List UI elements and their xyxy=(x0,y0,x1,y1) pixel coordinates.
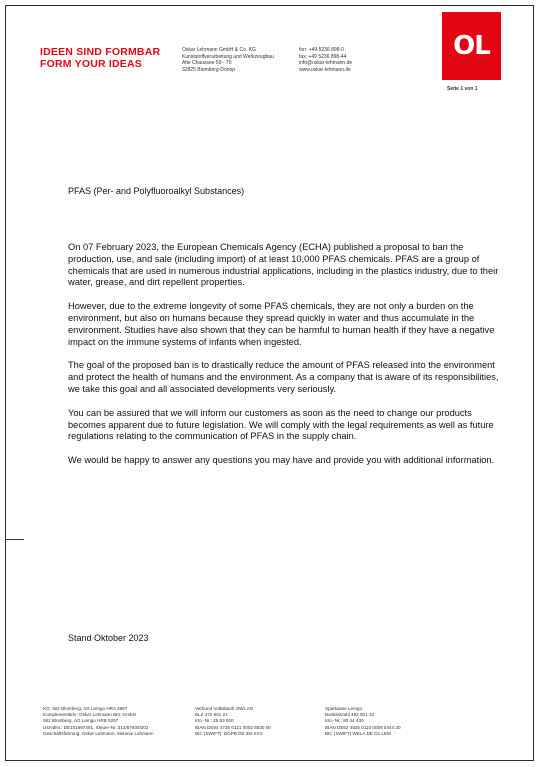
body-paragraph: The goal of the proposed ban is to drastically reduce the amount of PFAS released into the environment and protect the health of humans and the environment. As a company that is aware of its responsibilities, we take this goal and all associated developments very seriously. xyxy=(68,360,499,394)
address-line: Kunststoffverarbeitung und Werkzeugbau xyxy=(182,53,274,60)
footer-bank-volksbank xyxy=(195,706,271,737)
slogan-line-english: FORM YOUR IDEAS xyxy=(40,58,142,70)
logo-text: OL xyxy=(453,31,490,61)
page-number: Seite 1 von 1 xyxy=(447,86,478,92)
footer-line: Ust-IdNr.: DE151697491, Steuer-Nr.:313/5793/0302 xyxy=(43,724,149,730)
address-line: Alte Chaussee 59 - 70 xyxy=(182,60,232,67)
body-paragraph: You can be assured that we will inform our customers as soon as the need to change our products becomes apparent due to future legislation. We will comply with the legal requirements as well as future regulations relating to the communication of PFAS in the supply chain. xyxy=(68,407,494,442)
footer-line: IBAN DE62 4825 0110 0008 0444 30 xyxy=(325,724,401,730)
contact-website: www.oskar-lehmann.de xyxy=(299,66,351,73)
footer-line: Sitz Blomberg, AG Lemgo HRB 5257 xyxy=(43,718,119,724)
footer-line: BLZ 472 601 21 xyxy=(195,712,228,718)
body-paragraph: We would be happy to answer any questions you may have and provide you with additional information. xyxy=(68,455,495,466)
footer-line: Komplementärin: Oskar Lehmann Bet.-GmbH xyxy=(43,712,136,718)
contact-email: info@oskar-lehmann.de xyxy=(299,60,353,67)
fold-mark xyxy=(5,539,24,540)
footer-line: Kto.-Nr.: 80 44 430 xyxy=(325,718,364,724)
footer-bank-sparkasse xyxy=(325,706,401,737)
contact-phone: fon: +49 5236 898-0 xyxy=(299,47,344,53)
slogan-line-german: IDEEN SIND FORMBAR xyxy=(40,46,161,58)
letter-page xyxy=(5,5,534,761)
footer-line: Kto.-Nr.: 25 83 000 xyxy=(195,718,234,724)
footer-line: KG, Sitz Blomberg, AG Lemgo HRA 3897 xyxy=(43,706,128,711)
address-line: 32825 Blomberg-Donop xyxy=(182,66,236,73)
footer-line: Geschäftsführung: Oskar Lehmann, Melanie Lehmann xyxy=(43,730,154,736)
footer-line: Sparkasse Lemgo xyxy=(325,706,363,711)
company-logo xyxy=(442,12,501,80)
footer-line: Bankleitzahl 482 501 10 xyxy=(325,712,375,718)
address-line: Oskar Lehmann GmbH & Co. KG xyxy=(182,47,256,53)
letter-body xyxy=(68,242,510,479)
letter-subject: PFAS (Per- and Polyfluoroalkyl Substances) xyxy=(68,186,245,196)
footer-line: IBAN DE94 4726 0121 0002 5830 00 xyxy=(195,724,271,730)
company-slogan xyxy=(40,46,160,70)
footer-line: Verbund Volksbank OWL eG xyxy=(195,706,254,711)
contact-fax: fax: +49 5236 898-44 xyxy=(299,53,347,60)
body-paragraph: On 07 February 2023, the European Chemicals Agency (ECHA) published a proposal to ban the production, use, and sale (including import) of at least 10,000 PFAS chemicals. PFAS are a group of chemicals that are used in numerous industrial applications, including in the plastics industry, due to their water, grease, and dirt repellent properties. xyxy=(68,242,499,288)
footer-line: BIC (SWIFT): DGPB DE 3M XXX xyxy=(195,730,263,736)
footer-line: BIC (SWIFT) WELA DE D1 LEM xyxy=(325,730,391,736)
company-contact xyxy=(299,47,352,73)
date-line: Stand Oktober 2023 xyxy=(68,633,149,643)
body-paragraph: However, due to the extreme longevity of some PFAS chemicals, they are not only a burden on the environment, but also on humans because they spread quickly in water and thus accumulate in the environment. Studies have also shown that they can be harmful to human health if they have a negative impact on the immune systems of infants when ingested. xyxy=(68,301,495,347)
footer-company-info xyxy=(43,706,154,737)
company-address xyxy=(182,47,274,73)
